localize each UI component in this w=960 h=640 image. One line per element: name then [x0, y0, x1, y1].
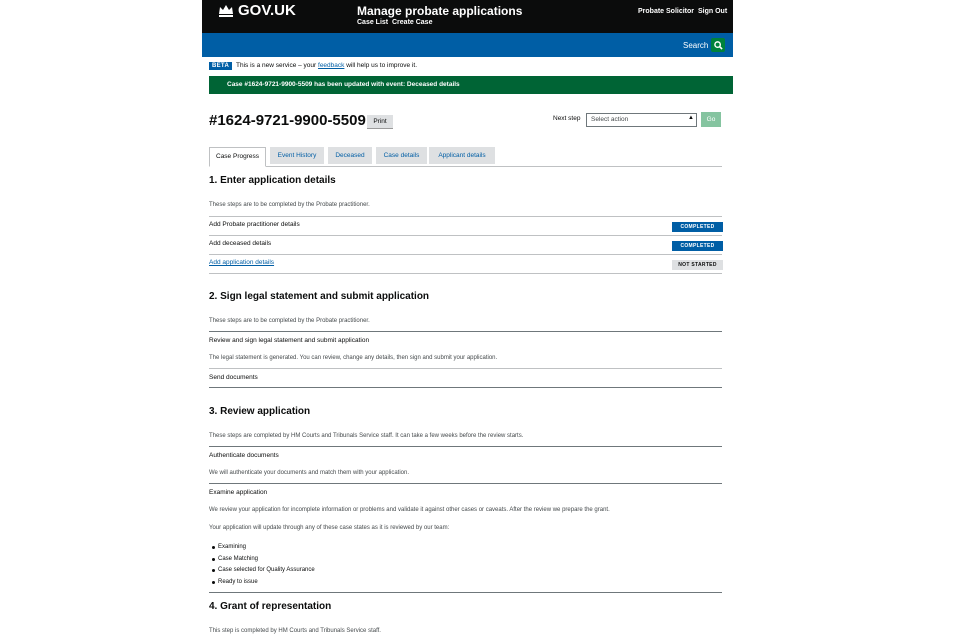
user-name: Probate Solicitor: [638, 8, 695, 15]
divider: [209, 483, 722, 484]
tab-event-history[interactable]: Event History: [270, 147, 324, 164]
page: [202, 0, 733, 640]
next-step-select[interactable]: [586, 113, 697, 127]
divider: [209, 446, 722, 447]
tab-case-progress[interactable]: Case Progress: [209, 147, 266, 167]
logo-text: GOV.UK: [238, 2, 296, 19]
step-probate-practitioner: Add Probate practitioner details: [209, 221, 300, 228]
crown-icon: [218, 4, 234, 17]
section-4-description: This step is completed by HM Courts and Tribunals Service staff.: [209, 628, 381, 634]
section-1-heading: 1. Enter application details: [209, 175, 336, 186]
global-header: [202, 0, 733, 33]
step-review-sign: Review and sign legal statement and submit application: [209, 337, 370, 344]
add-application-details-link[interactable]: Add application details: [209, 259, 275, 266]
search-button[interactable]: [711, 38, 725, 52]
list-item: Case selected for Quality Assurance: [218, 567, 315, 579]
beta-text-after: will help us to improve it.: [344, 62, 418, 69]
divider: [209, 254, 722, 255]
case-states-intro: Your application will update through any of these case states as it is reviewed by our team:: [209, 525, 450, 531]
search-bar: [202, 33, 733, 57]
search-icon: [714, 41, 723, 50]
select-placeholder: Select action: [591, 116, 629, 123]
list-item: Ready to issue: [218, 579, 315, 591]
step-deceased-details: Add deceased details: [209, 240, 272, 247]
print-button[interactable]: Print: [367, 115, 393, 129]
status-badge: NOT STARTED: [672, 260, 723, 270]
beta-banner: [236, 62, 417, 69]
divider: [209, 235, 722, 236]
govuk-logo[interactable]: [218, 2, 296, 19]
success-alert: Case #1624-9721-9900-5509 has been updated with event: Deceased details: [209, 76, 733, 94]
step-examine-application: Examine application: [209, 489, 268, 496]
section-4-heading: 4. Grant of representation: [209, 601, 332, 612]
tab-applicant-details[interactable]: Applicant details: [429, 147, 495, 164]
sign-out-link[interactable]: Sign Out: [698, 8, 728, 15]
beta-text-before: This is a new service – your: [236, 62, 319, 69]
beta-tag: BETA: [209, 62, 232, 70]
section-1-description: These steps are to be completed by the Probate practitioner.: [209, 202, 370, 208]
divider: [209, 387, 722, 388]
feedback-link[interactable]: feedback: [318, 62, 345, 69]
tab-case-details[interactable]: Case details: [376, 147, 427, 164]
step-authenticate-description: We will authenticate your documents and match them with your application.: [209, 470, 409, 476]
section-3-heading: 3. Review application: [209, 406, 311, 417]
divider: [209, 368, 722, 369]
section-3-description: These steps are completed by HM Courts and Tribunals Service staff. It can take a few weeks before the review starts.: [209, 433, 524, 439]
divider: [209, 331, 722, 332]
nav-case-list[interactable]: Case List: [357, 19, 389, 26]
list-item: Case Matching: [218, 556, 315, 568]
case-tabs: [209, 147, 722, 167]
divider: [209, 273, 722, 274]
step-authenticate-documents: Authenticate documents: [209, 452, 279, 459]
status-badge: COMPLETED: [672, 222, 723, 232]
tab-deceased[interactable]: Deceased: [328, 147, 372, 164]
divider: [209, 592, 722, 593]
step-review-sign-description: The legal statement is generated. You can review, change any details, then sign and submit your application.: [209, 355, 498, 361]
select-arrows-icon: ▲︎: [688, 115, 694, 121]
divider: [209, 216, 722, 217]
section-2-description: These steps are to be completed by the Probate practitioner.: [209, 318, 370, 324]
go-button[interactable]: Go: [701, 112, 721, 127]
status-badge: COMPLETED: [672, 241, 723, 251]
step-examine-description: We review your application for incomplete information or problems and validate it against other cases or caveats. After the review we prepare the grant.: [209, 507, 610, 513]
service-title[interactable]: Manage probate applications: [357, 4, 523, 18]
search-label[interactable]: Search: [683, 41, 709, 50]
next-step-label: Next step: [553, 115, 581, 122]
case-number: #1624-9721-9900-5509: [209, 112, 366, 129]
list-item: Examining: [218, 544, 315, 556]
case-states-list: [218, 544, 315, 590]
nav-create-case[interactable]: Create Case: [392, 19, 433, 26]
section-2-heading: 2. Sign legal statement and submit application: [209, 291, 430, 302]
step-send-documents: Send documents: [209, 374, 258, 381]
